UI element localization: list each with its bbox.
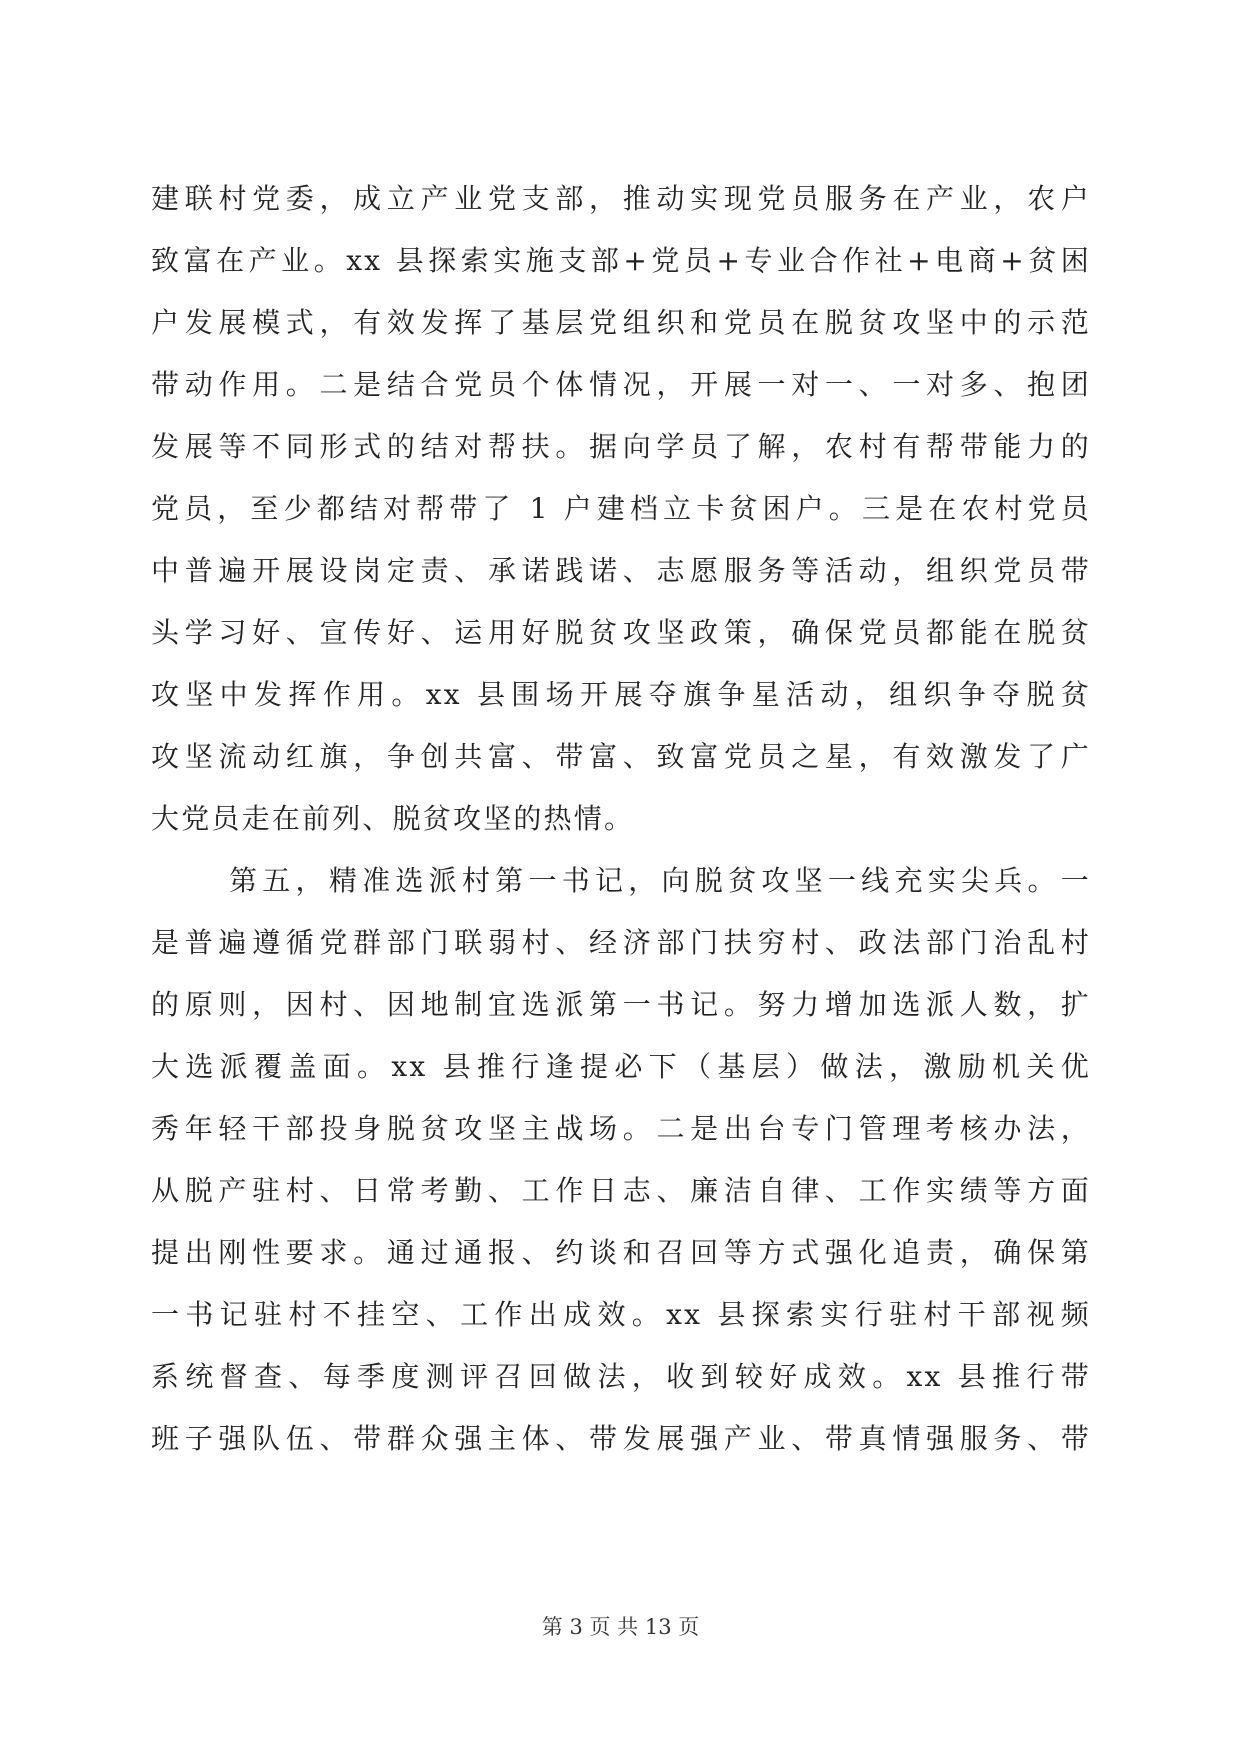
paragraph-end-line: 大党员走在前列、脱贫攻坚的热情。 bbox=[151, 802, 635, 835]
text-line: 一书记驻村不挂空、工作出成效。xx 县探索实行驻村干部视频 bbox=[151, 1298, 1091, 1331]
text-line: 致富在产业。xx 县探索实施支部+党员+专业合作社+电商+贫困 bbox=[151, 244, 1091, 277]
text-line: 攻坚中发挥作用。xx 县围场开展夺旗争星活动，组织争夺脱贫 bbox=[151, 678, 1091, 711]
text-line: 发展等不同形式的结对帮扶。据向学员了解，农村有帮带能力的 bbox=[151, 430, 1091, 463]
page-number-label: 第 3 页 共 13 页 bbox=[541, 1615, 700, 1639]
text-line: 大选派覆盖面。xx 县推行逢提必下（基层）做法，激励机关优 bbox=[151, 1050, 1091, 1083]
body-text bbox=[151, 168, 1091, 1470]
text-line: 提出刚性要求。通过通报、约谈和召回等方式强化追责，确保第 bbox=[151, 1236, 1091, 1269]
text-line: 的原则，因村、因地制宜选派第一书记。努力增加选派人数，扩 bbox=[151, 988, 1091, 1021]
text-line: 中普遍开展设岗定责、承诺践诺、志愿服务等活动，组织党员带 bbox=[151, 554, 1091, 587]
text-line: 从脱产驻村、日常考勤、工作日志、廉洁自律、工作实绩等方面 bbox=[151, 1174, 1091, 1207]
text-line: 是普遍遵循党群部门联弱村、经济部门扶穷村、政法部门治乱村 bbox=[151, 926, 1091, 959]
text-line: 户发展模式，有效发挥了基层党组织和党员在脱贫攻坚中的示范 bbox=[151, 306, 1091, 339]
text-line: 系统督查、每季度测评召回做法，收到较好成效。xx 县推行带 bbox=[151, 1360, 1091, 1393]
text-line: 班子强队伍、带群众强主体、带发展强产业、带真情强服务、带 bbox=[151, 1422, 1091, 1455]
text-line: 秀年轻干部投身脱贫攻坚主战场。二是出台专门管理考核办法， bbox=[151, 1112, 1091, 1145]
text-line: 建联村党委，成立产业党支部，推动实现党员服务在产业，农户 bbox=[151, 182, 1091, 215]
text-line: 头学习好、宣传好、运用好脱贫攻坚政策，确保党员都能在脱贫 bbox=[151, 616, 1091, 649]
text-line: 攻坚流动红旗，争创共富、带富、致富党员之星，有效激发了广 bbox=[151, 740, 1091, 773]
text-line: 带动作用。二是结合党员个体情况，开展一对一、一对多、抱团 bbox=[151, 368, 1091, 401]
page-footer bbox=[0, 1612, 1241, 1642]
text-line: 党员，至少都结对帮带了 1 户建档立卡贫困户。三是在农村党员 bbox=[151, 492, 1091, 525]
paragraph-first-line: 第五，精准选派村第一书记，向脱贫攻坚一线充实尖兵。一 bbox=[229, 864, 1091, 897]
